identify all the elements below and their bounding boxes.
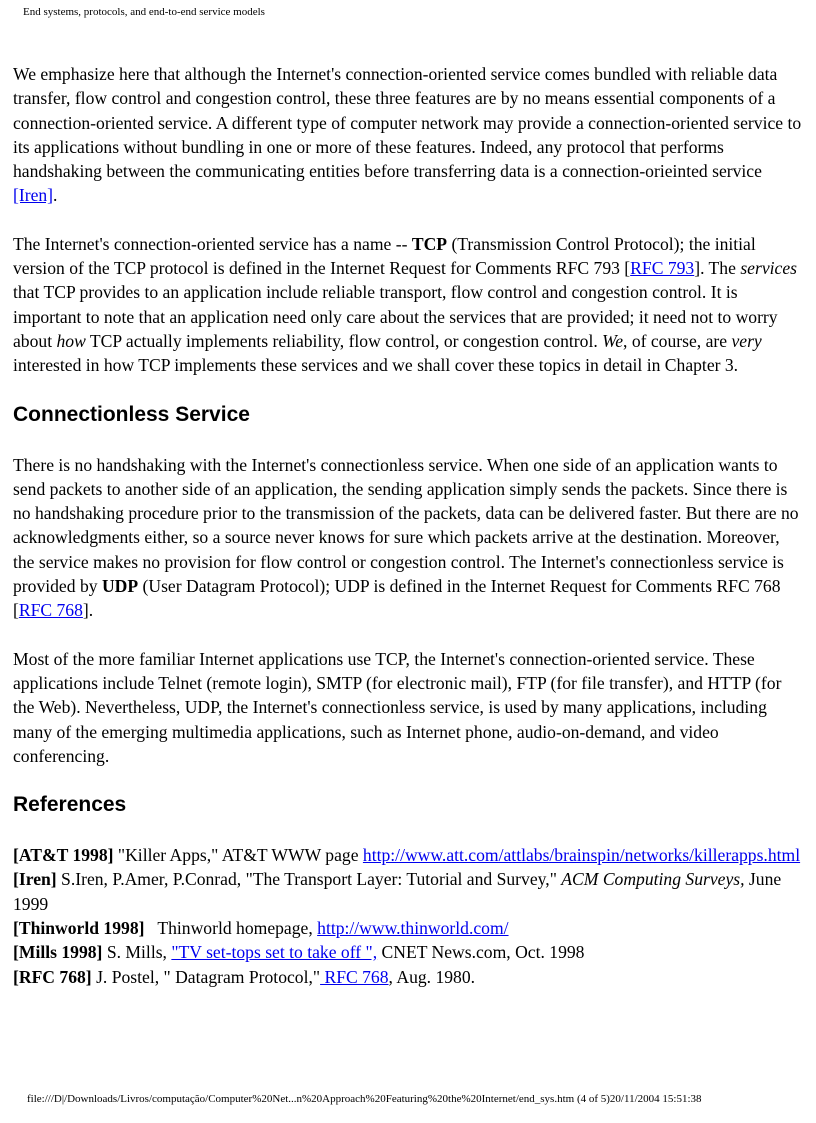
reference-mills-1998: [Mills 1998] S. Mills, "TV set-tops set to take off ", CNET News.com, Oct. 1998 xyxy=(13,942,585,963)
references-list xyxy=(13,843,803,989)
link-rfc-768[interactable]: RFC 768 xyxy=(18,600,83,621)
reference-rfc-768: [RFC 768] J. Postel, " Datagram Protocol," RFC 768, Aug. 1980. xyxy=(13,966,476,987)
reference-thinworld-1998: [Thinworld 1998] Thinworld homepage, http://www.thinworld.com/ xyxy=(13,918,509,939)
link-thinworld[interactable]: http://www.thinworld.com/ xyxy=(317,918,509,939)
paragraph-connection-oriented-features: We emphasize here that although the Internet's connection-oriented service comes bundled with reliable data transfer, flow control and congestion control, these three features are by no means essential components of a connection-oriented service. A different type of computer network may provide a connection-oriented service to its applications without bundling in one or more of these features. Indeed, any protocol that performs handshaking between the communicating entities before transferring data is a connection-orieinted service [Iren]. xyxy=(13,64,802,206)
term-tcp: TCP xyxy=(411,233,448,254)
document-body xyxy=(13,62,803,989)
heading-connectionless-service: Connectionless Service xyxy=(13,402,250,426)
paragraph-tcp: The Internet's connection-oriented service has a name -- TCP (Transmission Control Protocol); the initial version of the TCP protocol is defined in the Internet Request for Comments RFC 793 [RFC 793]. The services that TCP provides to an application include reliable transport, flow control and congestion control. It is important to note that an application need only care about the services that are provided; it need not to worry about how TCP actually implements reliability, flow control, or congestion control. We, of course, are very interested in how TCP implements these services and we shall cover these topics in detail in Chapter 3. xyxy=(13,233,797,376)
link-tv-set-tops[interactable]: "TV set-tops set to take off ", xyxy=(171,942,378,963)
paragraph-udp: There is no handshaking with the Internet's connectionless service. When one side of an application wants to send packets to another side of an application, the sending application simply sends the packets. Since there is no handshaking procedure prior to the transmission of the packets, data can be delivered faster. But there are no acknowledgments either, so a source never knows for sure which packets arrive at the destination. Moreover, the service makes no provision for flow control or congestion control. The Internet's connectionless service is provided by UDP (User Datagram Protocol); UDP is defined in the Internet Request for Comments RFC 768 [RFC 768]. xyxy=(13,454,799,621)
reference-iren: [Iren] S.Iren, P.Amer, P.Conrad, "The Transport Layer: Tutorial and Survey," ACM Computing Surveys, June 1999 xyxy=(13,869,782,914)
heading-references: References xyxy=(13,793,127,817)
link-rfc-793[interactable]: RFC 793 xyxy=(630,258,695,279)
term-udp: UDP xyxy=(101,576,139,597)
link-rfc-768-ref[interactable]: RFC 768 xyxy=(320,966,389,987)
link-att-killerapps[interactable]: http://www.att.com/attlabs/brainspin/networks/killerapps.html xyxy=(362,845,801,866)
paragraph-applications: Most of the more familiar Internet applications use TCP, the Internet's connection-oriented service. These applications include Telnet (remote login), SMTP (for electronic mail), FTP (for file transfer), and HTTP (for the Web). Nevertheless, UDP, the Internet's connectionless service, is used by many applications, including many of the emerging multimedia applications, such as Internet phone, audio-on-demand, and video conferencing. xyxy=(13,648,782,766)
page-header: End systems, protocols, and end-to-end service models xyxy=(23,6,265,18)
link-iren[interactable]: [Iren] xyxy=(13,185,54,206)
reference-att-1998: [AT&T 1998] "Killer Apps," AT&T WWW page http://www.att.com/attlabs/brainspin/networks/killerapps.html xyxy=(13,845,801,866)
page-footer: file:///D|/Downloads/Livros/computação/Computer%20Net...n%20Approach%20Featuring%20the%20Internet/end_sys.htm (4 of 5)20/11/2004 15:51:38 xyxy=(27,1093,702,1105)
